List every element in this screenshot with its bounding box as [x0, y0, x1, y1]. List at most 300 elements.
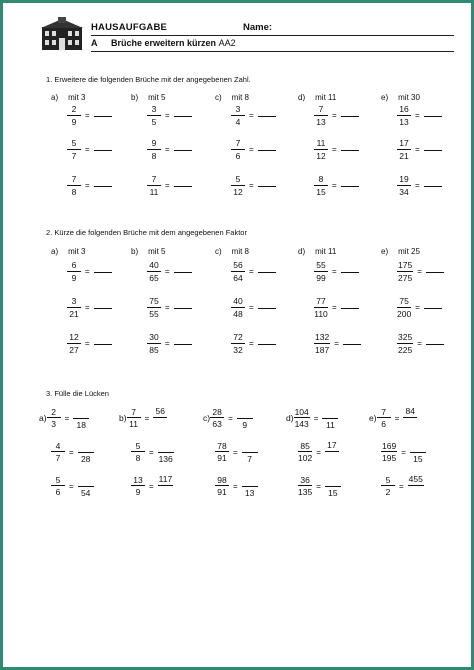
blank-slot[interactable]	[74, 407, 88, 415]
answer-numerator[interactable]	[242, 441, 258, 453]
fraction	[147, 333, 161, 354]
answer-blank[interactable]	[174, 116, 192, 117]
column-letter: b)	[131, 247, 139, 256]
fraction-numerator: 17	[397, 139, 411, 150]
answer-fraction	[408, 475, 424, 497]
fraction-numerator: 30	[147, 333, 161, 344]
answer-blank[interactable]	[426, 272, 444, 273]
fraction	[397, 175, 411, 196]
answer-blank[interactable]	[424, 116, 442, 117]
exercise-row	[119, 407, 167, 429]
answer-fraction	[158, 475, 174, 497]
fraction	[381, 476, 395, 497]
fraction-numerator: 7	[147, 175, 161, 186]
answer-blank[interactable]	[174, 272, 192, 273]
fraction-denominator: 85	[149, 344, 159, 355]
answer-blank[interactable]	[94, 116, 112, 117]
answer-denominator[interactable]	[158, 486, 172, 498]
column-label	[215, 93, 249, 102]
equals-sign: =	[249, 145, 254, 154]
answer-numerator[interactable]	[242, 475, 258, 487]
fraction-numerator: 98	[215, 476, 229, 487]
answer-denominator: 28	[80, 453, 91, 464]
exercise-row	[231, 333, 276, 354]
exercise-row	[231, 105, 276, 126]
equals-sign: =	[415, 145, 420, 154]
answer-fraction	[73, 407, 89, 429]
answer-denominator: 13	[244, 487, 255, 498]
answer-fraction	[403, 407, 417, 429]
answer-denominator: 15	[413, 453, 423, 464]
answer-denominator[interactable]	[409, 486, 423, 498]
column-letter: b)	[131, 93, 139, 102]
section1-instruction: 1. Erweitere die folgenden Brüche mit der angegebenen Zahl.	[46, 75, 251, 84]
fraction-denominator: 7	[55, 453, 61, 463]
answer-numerator: 117	[158, 474, 173, 484]
answer-blank[interactable]	[174, 186, 192, 187]
fraction-denominator: 3	[51, 419, 56, 429]
blank-slot[interactable]	[238, 407, 252, 415]
equals-sign: =	[85, 339, 90, 348]
fraction-numerator: 7	[377, 408, 391, 419]
equals-sign: =	[332, 111, 337, 120]
fraction	[231, 261, 245, 282]
equals-sign: =	[332, 181, 337, 190]
answer-blank[interactable]	[424, 150, 442, 151]
fraction-denominator: 48	[233, 308, 243, 319]
equals-sign: =	[313, 413, 319, 423]
exercise-row	[147, 333, 192, 354]
answer-blank[interactable]	[258, 150, 276, 151]
column-letter: d)	[286, 413, 294, 423]
fraction-numerator: 75	[397, 297, 411, 308]
fraction-denominator: 110	[314, 308, 328, 319]
fraction-denominator: 13	[316, 116, 326, 127]
exercise-row	[67, 333, 112, 354]
column-letter: d)	[298, 247, 306, 256]
fraction-numerator: 175	[398, 260, 413, 270]
exercise-row	[231, 139, 276, 160]
equals-sign: =	[85, 145, 90, 154]
fraction-denominator: 6	[235, 150, 241, 161]
exercise-row	[286, 475, 341, 497]
answer-blank[interactable]	[258, 186, 276, 187]
header-divider-top	[91, 35, 454, 36]
equals-sign: =	[149, 481, 154, 491]
answer-blank[interactable]	[258, 308, 276, 309]
equals-sign: =	[401, 447, 406, 457]
blank-slot[interactable]	[243, 475, 257, 483]
column-factor: mit 8	[231, 247, 250, 256]
exercise-row	[314, 175, 359, 196]
equals-sign: =	[332, 145, 337, 154]
answer-blank[interactable]	[426, 344, 444, 345]
fraction-denominator: 15	[316, 186, 326, 197]
blank-slot[interactable]	[403, 420, 417, 428]
blank-slot[interactable]	[79, 441, 93, 449]
blank-slot[interactable]	[159, 441, 173, 449]
fraction-denominator: 143	[294, 419, 309, 429]
exercise-row	[203, 441, 258, 463]
exercise-row	[369, 407, 417, 429]
blank-slot[interactable]	[326, 475, 340, 483]
answer-blank[interactable]	[174, 150, 192, 151]
fraction-denominator: 21	[69, 308, 79, 319]
fraction-denominator: 8	[71, 186, 77, 197]
fraction	[51, 476, 65, 497]
fraction-numerator: 9	[147, 139, 161, 150]
fraction-denominator: 135	[298, 487, 313, 497]
answer-blank[interactable]	[94, 186, 112, 187]
fraction	[210, 408, 224, 429]
fraction-denominator: 9	[71, 272, 77, 283]
fraction-numerator: 6	[67, 261, 81, 272]
exercise-row	[39, 441, 94, 463]
equals-sign: =	[165, 339, 170, 348]
column-letter: a)	[39, 413, 47, 423]
answer-fraction	[153, 407, 167, 429]
fraction	[294, 408, 310, 429]
blank-slot[interactable]	[411, 441, 425, 449]
header-title: HAUSAUFGABE	[91, 22, 168, 33]
fraction-numerator: 4	[51, 442, 65, 453]
fraction-denominator: 11	[129, 419, 138, 429]
answer-denominator[interactable]	[153, 418, 167, 430]
exercise-row	[67, 175, 112, 196]
equals-sign: =	[415, 303, 420, 312]
fraction-denominator: 21	[399, 150, 409, 161]
exercise-row	[397, 105, 442, 126]
equals-sign: =	[165, 181, 170, 190]
fraction-numerator: 169	[382, 440, 397, 451]
exercise-row	[231, 297, 276, 318]
fraction-numerator: 77	[314, 297, 328, 308]
equals-sign: =	[249, 339, 254, 348]
exercise-row	[231, 261, 276, 282]
equals-sign: =	[316, 447, 321, 457]
fraction-denominator: 8	[135, 453, 141, 463]
exercise-row	[147, 297, 192, 318]
answer-blank[interactable]	[341, 272, 359, 273]
fraction	[47, 408, 61, 429]
exercise-row	[39, 475, 94, 497]
fraction	[231, 175, 245, 196]
answer-blank[interactable]	[424, 186, 442, 187]
answer-denominator[interactable]	[403, 418, 417, 430]
answer-denominator: 54	[80, 487, 91, 498]
fraction-denominator: 11	[149, 186, 159, 197]
fraction-numerator: 40	[231, 297, 245, 308]
column-factor: mit 5	[148, 247, 166, 256]
exercise-row	[67, 139, 112, 160]
fraction-denominator: 200	[397, 308, 412, 319]
fraction	[67, 297, 81, 318]
column-label	[298, 247, 336, 256]
fraction-denominator: 6	[381, 419, 386, 429]
column-letter: a)	[51, 93, 59, 102]
column-label	[131, 247, 165, 256]
fraction	[314, 175, 328, 196]
exercise-row	[147, 175, 192, 196]
answer-blank[interactable]	[174, 308, 192, 309]
exercise-row	[67, 261, 112, 282]
fraction-numerator: 7	[67, 175, 81, 186]
fraction-numerator: 19	[397, 175, 411, 186]
exercise-row	[147, 261, 192, 282]
column-label	[298, 93, 336, 102]
column-factor: mit 3	[68, 247, 86, 256]
column-letter: c)	[203, 413, 211, 423]
exercise-row	[286, 407, 338, 429]
equals-sign: =	[332, 267, 337, 276]
equals-sign: =	[394, 413, 400, 423]
answer-numerator[interactable]	[78, 475, 94, 487]
column-letter: b)	[119, 413, 127, 423]
fraction	[314, 139, 328, 160]
exercise-row	[314, 105, 359, 126]
fraction-denominator: 91	[217, 487, 227, 497]
fraction	[314, 297, 328, 318]
answer-numerator: 17	[325, 441, 339, 452]
exercise-row	[314, 139, 359, 160]
equals-sign: =	[69, 481, 74, 491]
fraction-numerator: 7	[127, 408, 141, 419]
header-code: AA2	[218, 38, 236, 48]
column-letter: a)	[51, 247, 59, 256]
answer-numerator[interactable]	[322, 407, 338, 419]
answer-denominator[interactable]	[325, 452, 339, 464]
equals-sign: =	[233, 447, 238, 457]
blank-slot[interactable]	[243, 441, 257, 449]
column-factor: mit 25	[398, 247, 420, 256]
fraction	[231, 297, 245, 318]
answer-numerator[interactable]	[237, 407, 253, 419]
answer-blank[interactable]	[424, 308, 442, 309]
equals-sign: =	[228, 413, 233, 423]
name-label: Name:	[243, 22, 273, 33]
fraction-numerator: 3	[147, 105, 161, 116]
fraction	[397, 261, 413, 282]
equals-sign: =	[165, 145, 170, 154]
exercise-row	[119, 441, 174, 463]
fraction-denominator: 91	[217, 453, 227, 463]
fraction	[231, 333, 245, 354]
answer-blank[interactable]	[341, 116, 359, 117]
fraction-numerator: 36	[298, 476, 312, 487]
answer-blank[interactable]	[343, 344, 361, 345]
fraction-denominator: 13	[399, 116, 409, 127]
blank-slot[interactable]	[409, 488, 423, 496]
fraction-denominator: 275	[398, 272, 413, 283]
answer-blank[interactable]	[341, 150, 359, 151]
fraction-numerator: 55	[314, 261, 328, 272]
header-subtitle-text: Brüche erweitern kürzen	[111, 38, 217, 48]
fraction	[377, 408, 391, 429]
answer-blank[interactable]	[174, 344, 192, 345]
fraction	[67, 105, 81, 126]
fraction-numerator: 28	[210, 408, 224, 419]
fraction-denominator: 2	[385, 487, 391, 497]
equals-sign: =	[149, 447, 154, 457]
fraction-denominator: 5	[151, 116, 157, 127]
answer-blank[interactable]	[341, 308, 359, 309]
column-letter: d)	[298, 93, 306, 102]
answer-blank[interactable]	[258, 344, 276, 345]
fraction-numerator: 16	[397, 105, 411, 116]
blank-slot[interactable]	[153, 420, 167, 428]
fraction-numerator: 132	[315, 332, 330, 342]
answer-blank[interactable]	[258, 116, 276, 117]
answer-blank[interactable]	[94, 344, 112, 345]
blank-slot[interactable]	[325, 454, 339, 462]
fraction-denominator: 65	[149, 272, 159, 283]
answer-numerator[interactable]	[73, 407, 89, 419]
equals-sign: =	[85, 303, 90, 312]
fraction-numerator: 85	[298, 442, 312, 453]
column-letter: e)	[381, 247, 389, 256]
fraction	[147, 175, 161, 196]
answer-numerator[interactable]	[410, 441, 426, 453]
column-letter: e)	[369, 413, 377, 423]
fraction	[67, 333, 81, 354]
exercise-row	[397, 333, 444, 354]
answer-fraction	[325, 441, 339, 463]
answer-fraction	[242, 441, 258, 463]
answer-numerator[interactable]	[158, 441, 174, 453]
fraction-denominator: 32	[233, 344, 243, 355]
answer-denominator: 7	[247, 453, 253, 464]
exercise-row	[147, 105, 192, 126]
fraction	[231, 139, 245, 160]
fraction	[51, 442, 65, 463]
equals-sign: =	[165, 111, 170, 120]
fraction-denominator: 4	[235, 116, 241, 127]
exercise-row	[286, 441, 339, 463]
equals-sign: =	[85, 267, 90, 276]
exercise-row	[314, 333, 361, 354]
equals-sign: =	[415, 181, 420, 190]
header-subtitle	[111, 38, 236, 48]
answer-fraction	[325, 475, 341, 497]
equals-sign: =	[417, 339, 422, 348]
fraction-numerator: 40	[147, 261, 161, 272]
fraction	[314, 261, 328, 282]
equals-sign: =	[85, 111, 90, 120]
fraction-numerator: 72	[231, 333, 245, 344]
exercise-row	[397, 297, 442, 318]
blank-slot[interactable]	[79, 475, 93, 483]
header-letter: A	[91, 38, 98, 48]
fraction-denominator: 6	[55, 487, 61, 497]
header-divider-bottom	[91, 51, 454, 52]
answer-blank[interactable]	[94, 272, 112, 273]
exercise-row	[203, 475, 258, 497]
fraction-denominator: 64	[233, 272, 243, 283]
exercise-row	[314, 261, 359, 282]
fraction-numerator: 2	[47, 408, 61, 419]
fraction	[381, 442, 397, 463]
answer-numerator: 84	[403, 407, 417, 418]
equals-sign: =	[415, 111, 420, 120]
exercise-row	[67, 297, 112, 318]
exercise-row	[231, 175, 276, 196]
answer-fraction	[158, 441, 174, 463]
fraction	[147, 139, 161, 160]
answer-denominator: 18	[76, 419, 86, 430]
answer-blank[interactable]	[94, 150, 112, 151]
exercise-row	[397, 139, 442, 160]
fraction-numerator: 5	[51, 476, 65, 487]
fraction-numerator: 7	[314, 105, 328, 116]
fraction	[231, 105, 245, 126]
answer-denominator: 11	[326, 419, 335, 430]
school-building-logo	[41, 17, 83, 51]
fraction	[314, 333, 330, 354]
fraction-numerator: 75	[147, 297, 161, 308]
fraction-denominator: 7	[71, 150, 77, 161]
answer-fraction	[78, 475, 94, 497]
answer-blank[interactable]	[94, 308, 112, 309]
equals-sign: =	[249, 181, 254, 190]
fraction-numerator: 3	[231, 105, 245, 116]
blank-slot[interactable]	[158, 488, 172, 496]
blank-slot[interactable]	[323, 407, 337, 415]
exercise-row	[147, 139, 192, 160]
answer-fraction	[410, 441, 426, 463]
fraction	[298, 442, 312, 463]
answer-denominator: 15	[328, 487, 338, 498]
exercise-row	[397, 261, 444, 282]
answer-fraction	[78, 441, 94, 463]
section2-instruction: 2. Kürze die folgenden Brüche mit dem angegebenen Faktor	[46, 228, 247, 237]
answer-fraction	[322, 407, 338, 429]
fraction-numerator: 325	[398, 332, 413, 342]
exercise-row	[369, 441, 426, 463]
column-label	[131, 93, 165, 102]
column-factor: mit 8	[231, 93, 250, 102]
fraction-numerator: 12	[67, 333, 81, 344]
fraction-numerator: 2	[67, 105, 81, 116]
equals-sign: =	[165, 267, 170, 276]
exercise-row	[67, 105, 112, 126]
answer-numerator[interactable]	[325, 475, 341, 487]
equals-sign: =	[417, 267, 422, 276]
answer-numerator: 455	[408, 474, 423, 484]
fraction-numerator: 5	[131, 442, 145, 453]
fraction-numerator: 11	[314, 139, 328, 150]
fraction	[67, 261, 81, 282]
fraction-numerator: 5	[381, 476, 395, 487]
equals-sign: =	[249, 267, 254, 276]
answer-denominator: 136	[158, 453, 173, 464]
equals-sign: =	[332, 303, 337, 312]
answer-numerator: 56	[153, 407, 167, 418]
fraction-numerator: 7	[231, 139, 245, 150]
column-label	[51, 93, 85, 102]
fraction	[397, 297, 411, 318]
column-label	[215, 247, 249, 256]
exercise-row	[203, 407, 253, 429]
answer-blank[interactable]	[258, 272, 276, 273]
fraction	[397, 333, 413, 354]
fraction-numerator: 78	[215, 442, 229, 453]
answer-numerator[interactable]	[78, 441, 94, 453]
fraction	[215, 476, 229, 497]
fraction-denominator: 9	[71, 116, 77, 127]
column-label	[51, 247, 85, 256]
answer-blank[interactable]	[341, 186, 359, 187]
fraction-numerator: 5	[67, 139, 81, 150]
